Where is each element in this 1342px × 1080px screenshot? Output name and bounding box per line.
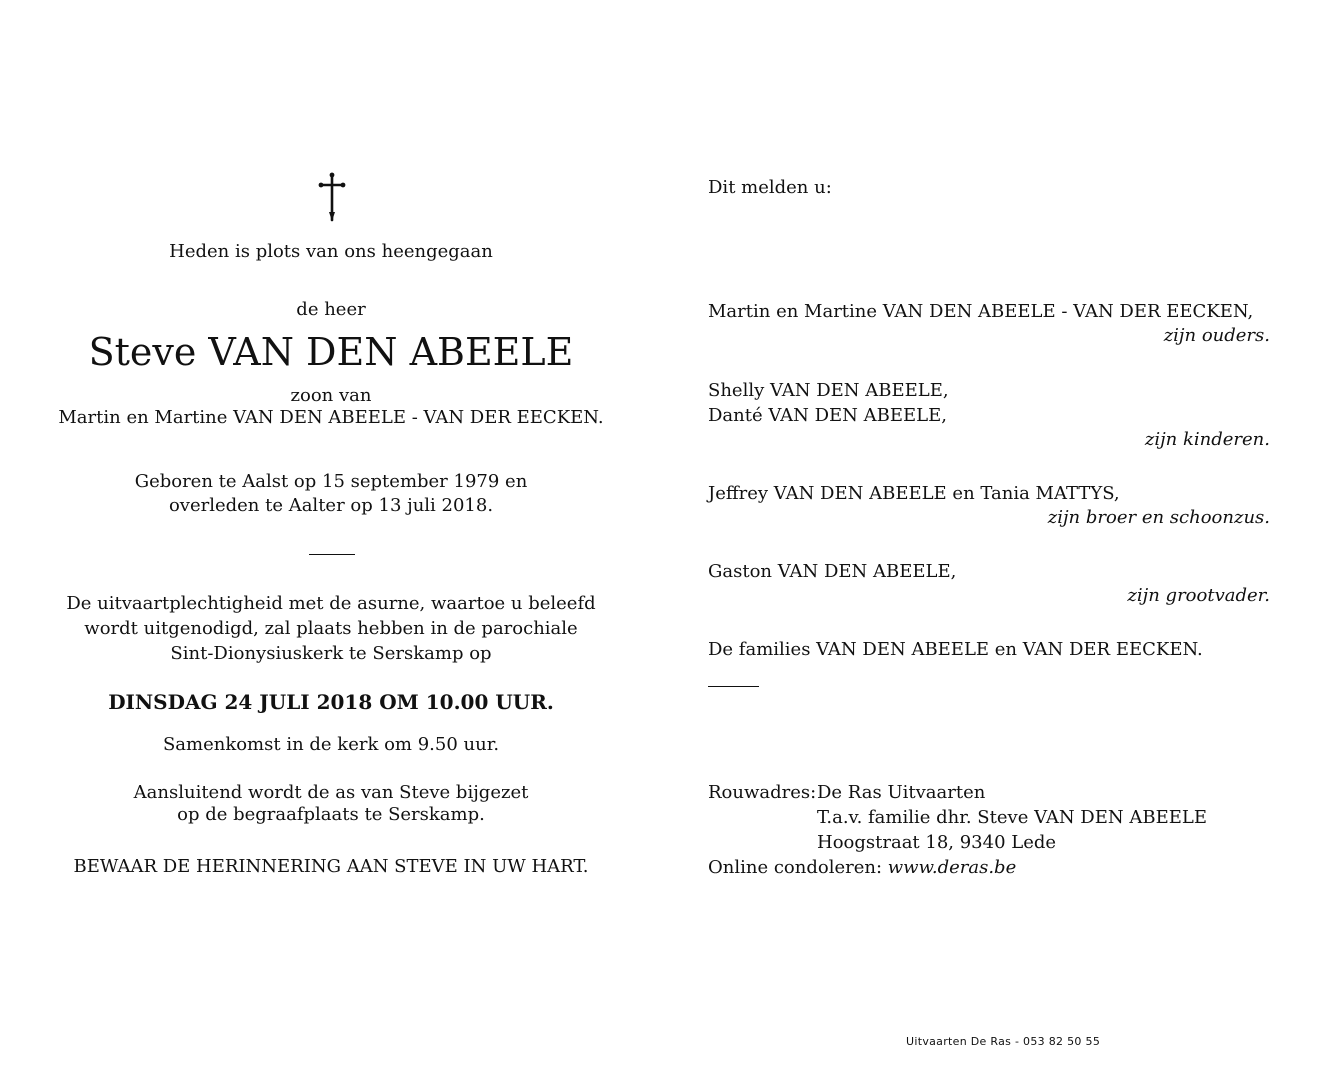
address-line: De Ras Uitvaarten — [817, 782, 986, 803]
online-condolence — [708, 857, 1270, 878]
burial-line: Aansluitend wordt de as van Steve bijgezet — [133, 782, 529, 803]
online-label: Online condoleren: — [708, 857, 883, 878]
address-row — [708, 807, 1270, 831]
death-line: overleden te Aalter op 13 juli 2018. — [168, 495, 494, 516]
address-row — [708, 832, 1270, 856]
family-name: Jeffrey VAN DEN ABEELE en Tania MATTYS, — [708, 483, 1120, 504]
divider — [708, 686, 759, 687]
title-prefix: de heer — [296, 299, 366, 320]
family-name: Shelly VAN DEN ABEELE, — [708, 380, 949, 401]
announcement: Heden is plots van ons heengegaan — [169, 241, 493, 262]
parents: Martin en Martine VAN DEN ABEELE - VAN DER EECKEN. — [58, 407, 604, 428]
ceremony-line: De uitvaartplechtigheid met de asurne, waartoe u beleefd — [66, 593, 596, 614]
families-line: De families VAN DEN ABEELE en VAN DER EECKEN. — [708, 639, 1203, 660]
closing-line: BEWAAR DE HERINNERING AAN STEVE IN UW HART. — [73, 856, 589, 877]
family-name: Martin en Martine VAN DEN ABEELE - VAN DER EECKEN, — [708, 301, 1254, 322]
family-relation: zijn kinderen. — [1144, 429, 1270, 450]
family-relation: zijn broer en schoonzus. — [1047, 507, 1270, 528]
family-relation: zijn ouders. — [1163, 325, 1270, 346]
ceremony-line: wordt uitgenodigd, zal plaats hebben in de parochiale — [84, 618, 578, 639]
address-line: T.a.v. familie dhr. Steve VAN DEN ABEELE — [817, 807, 1207, 828]
online-url-link[interactable]: www.deras.be — [887, 857, 1017, 878]
intro: Dit melden u: — [708, 177, 832, 198]
deceased-name: Steve VAN DEN ABEELE — [88, 330, 574, 374]
family-name: Gaston VAN DEN ABEELE, — [708, 561, 957, 582]
family-name: Danté VAN DEN ABEELE, — [708, 405, 947, 426]
divider — [309, 554, 355, 555]
address-label: Rouwadres: — [708, 782, 817, 803]
address-block — [708, 782, 1270, 806]
birth-line: Geboren te Aalst op 15 september 1979 en — [134, 471, 528, 492]
family-relation: zijn grootvader. — [1127, 585, 1270, 606]
ceremony-date: DINSDAG 24 JULI 2018 OM 10.00 UUR. — [108, 690, 554, 714]
address-line: Hoogstraat 18, 9340 Lede — [817, 832, 1057, 853]
ceremony-line: Sint-Dionysiuskerk te Serskamp op — [170, 643, 492, 664]
cross-icon — [317, 172, 347, 222]
footer-credit: Uitvaarten De Ras - 053 82 50 55 — [906, 1035, 1101, 1048]
right-panel — [708, 0, 1270, 1080]
burial-line: op de begraafplaats te Serskamp. — [177, 804, 485, 825]
gathering-time: Samenkomst in de kerk om 9.50 uur. — [162, 734, 500, 755]
left-panel — [30, 0, 632, 1080]
son-of: zoon van — [290, 385, 372, 406]
